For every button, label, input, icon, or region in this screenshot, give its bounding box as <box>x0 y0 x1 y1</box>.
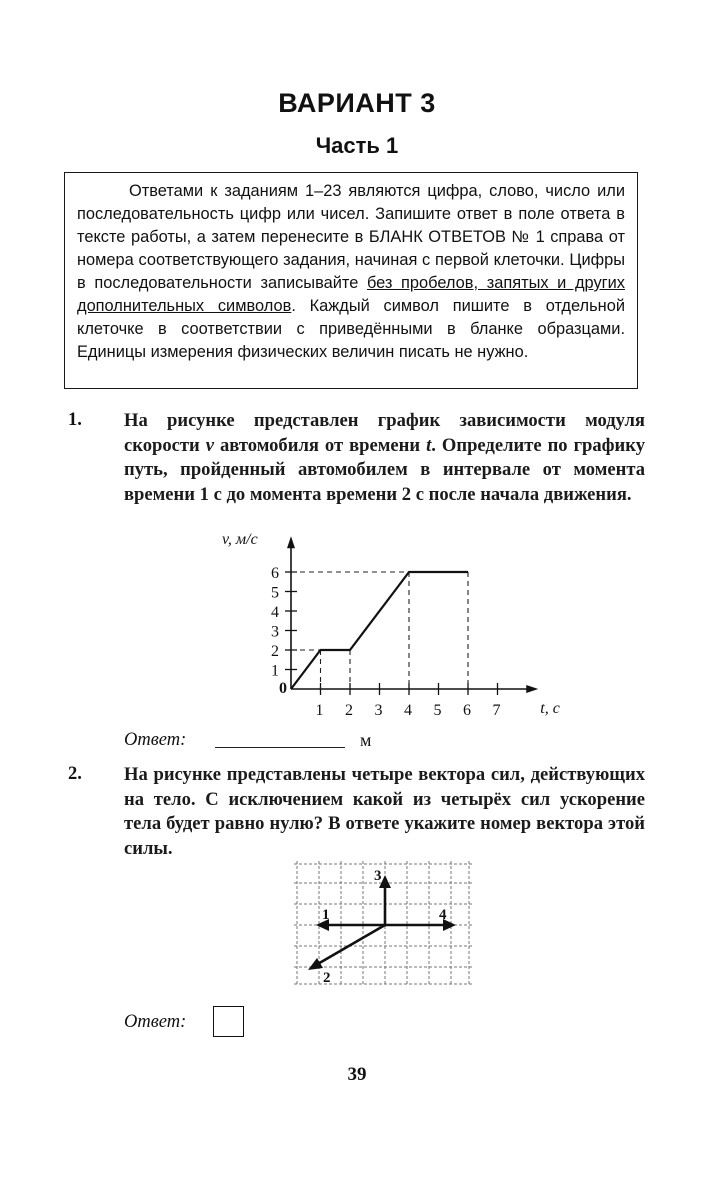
task-1-text-b: автомобиля от времени <box>214 434 427 456</box>
x-tick-label: 7 <box>492 702 501 719</box>
vector-2-arrowhead <box>308 958 323 970</box>
instructions-underlined-text: без пробелов, запятых и других дополнительных символов <box>77 274 625 315</box>
part-title: Часть 1 <box>315 133 399 158</box>
task-2-number: 2. <box>68 764 82 784</box>
x-tick-label: 1 <box>315 702 324 719</box>
velocity-time-graph <box>200 528 560 728</box>
task-1-number: 1. <box>68 410 82 430</box>
vector-2-label: 2 <box>323 970 331 986</box>
x-axis-label: t, с <box>540 700 560 717</box>
x-tick-label: 2 <box>345 702 353 719</box>
x-tick-label: 4 <box>404 702 412 719</box>
task-1-answer-label: Ответ: <box>124 730 187 750</box>
x-tick-label: 3 <box>374 702 383 719</box>
instructions-text-start: Ответами к заданиям 1–23 являются цифра, слово, число или последовательность цифр или чисел. Запишите ответ в поле ответа в тексте работы, а затем перенесите в БЛАНК ОТВЕТОВ № 1 справа от номера соответствующего задания, начиная с первой клеточки. Цифры в последовательности записывайте <box>77 182 625 292</box>
task-1-answer-field[interactable] <box>215 746 345 748</box>
y-tick-label: 3 <box>271 623 279 641</box>
origin-label: 0 <box>279 680 287 697</box>
vector-4-label: 4 <box>439 907 447 923</box>
y-axis-arrowhead <box>287 536 295 548</box>
page-number: 39 <box>347 1064 367 1085</box>
y-tick-label: 2 <box>271 643 279 660</box>
force-vectors-figure <box>292 856 474 992</box>
variant-title: ВАРИАНТ 3 <box>278 88 436 118</box>
y-tick-label: 5 <box>271 584 279 602</box>
instructions-text-end: . Каждый символ пишите в отдельной клеточке в соответствии с приведёнными в бланке образцами. Единицы измерения физических величин писать не нужно. <box>77 297 625 361</box>
task-2-answer-box[interactable] <box>213 1006 244 1037</box>
y-tick-label: 1 <box>271 662 279 680</box>
y-axis-label: v, м/с <box>222 531 258 548</box>
task-1-text-c: . Определите по графику путь, пройденный автомобилем в интервале от момента времени 1 с до момента времени 2 с после начала движения. <box>124 434 645 505</box>
task-1-answer-unit: м <box>360 730 372 750</box>
task-1-text <box>124 409 645 507</box>
task-1-var-v: v <box>205 434 215 456</box>
x-axis-arrowhead <box>526 685 538 693</box>
instructions-box <box>64 172 638 389</box>
task-1-text-a: На рисунке представлен график зависимости модуля скорости <box>124 410 645 456</box>
velocity-series-line <box>291 572 468 689</box>
y-tick-label: 6 <box>271 565 279 582</box>
x-tick-label: 5 <box>433 702 442 719</box>
instructions-text <box>77 180 625 364</box>
task-1-var-t: t <box>426 434 432 456</box>
vector-2 <box>316 925 385 965</box>
vector-3-label: 3 <box>374 868 382 884</box>
task-2-answer-label: Ответ: <box>124 1012 187 1032</box>
vector-1-label: 1 <box>322 907 330 923</box>
task-2-text: На рисунке представлены четыре вектора сил, действующих на тело. С исключением какой из четырёх сил ускорение тела будет равно нулю? В ответе укажите номер вектора этой силы. <box>124 764 645 859</box>
x-tick-label: 6 <box>463 702 471 719</box>
y-tick-label: 4 <box>271 604 279 621</box>
